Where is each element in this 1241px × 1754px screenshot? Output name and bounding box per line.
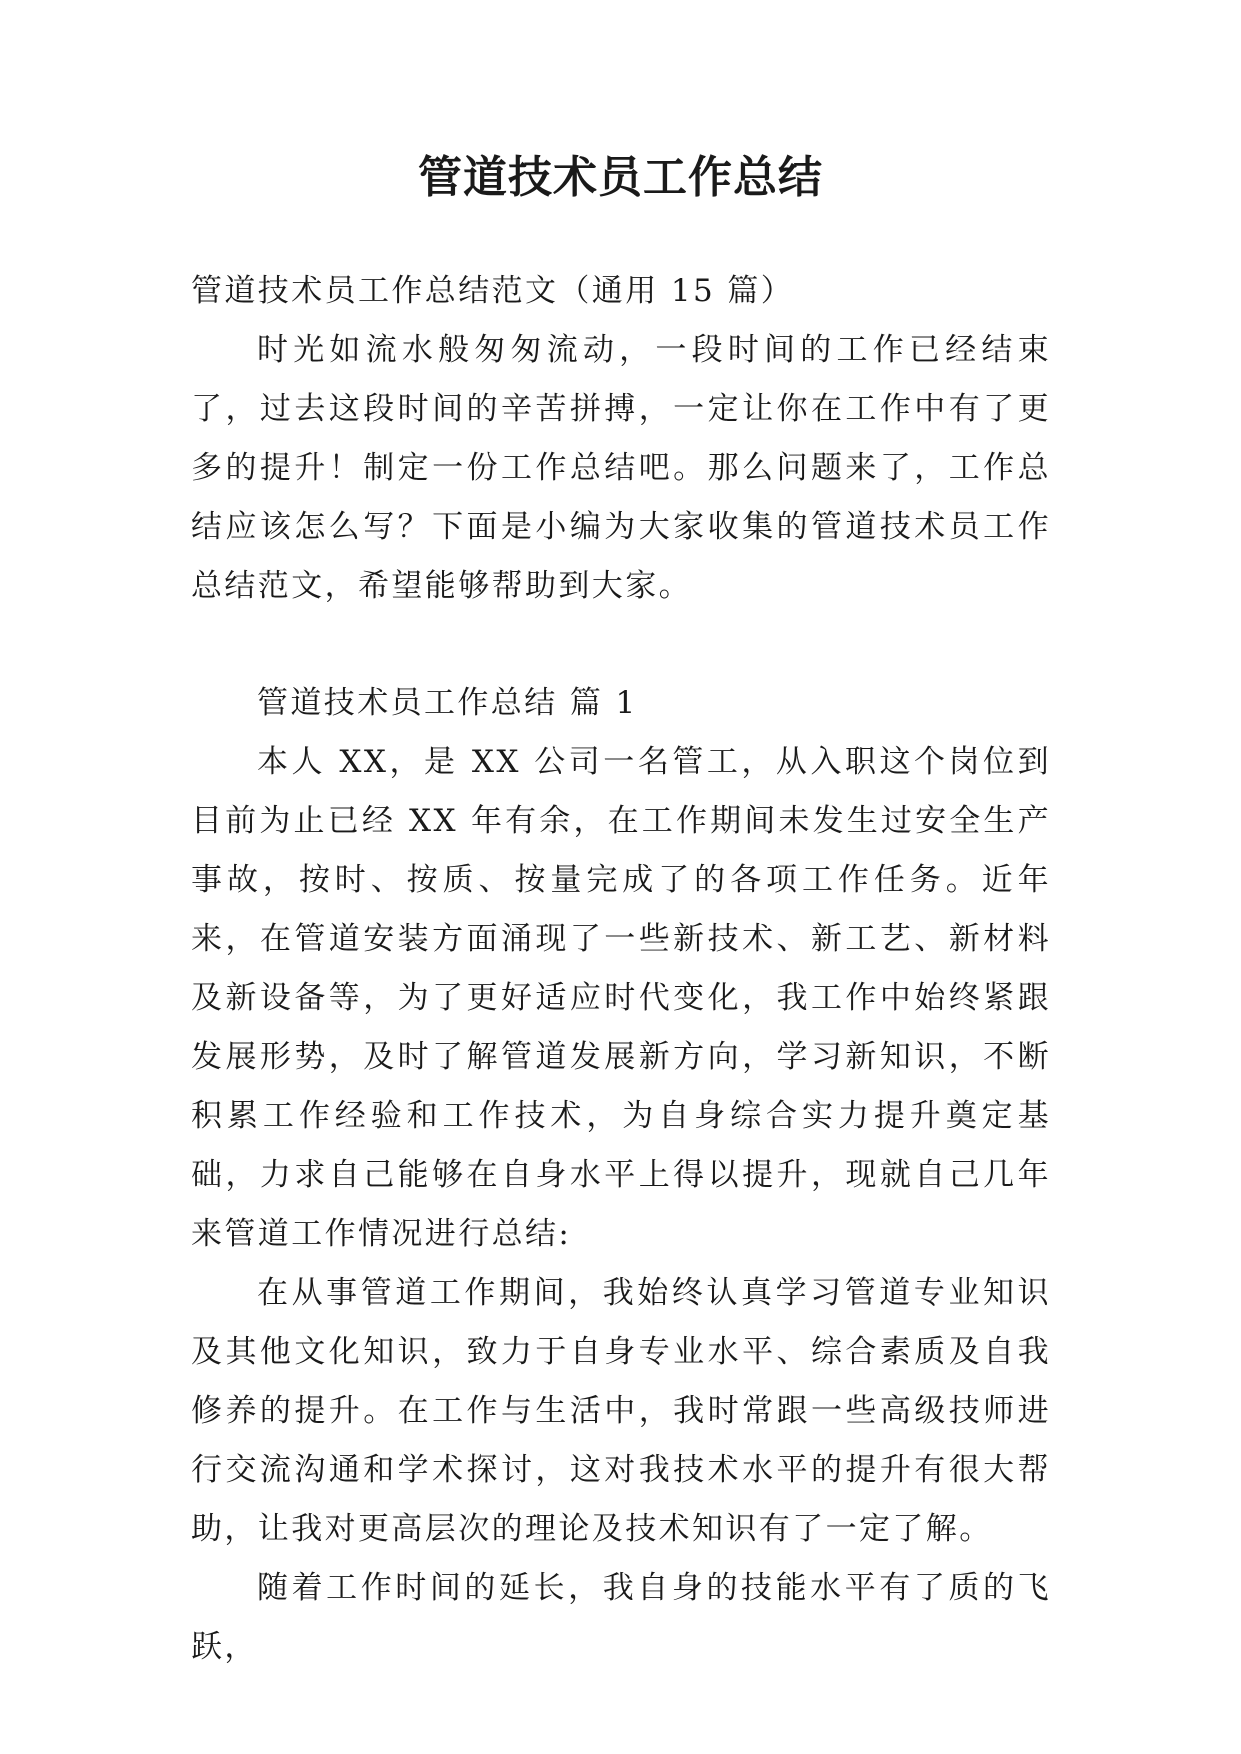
- document-title: 管道技术员工作总结: [418, 152, 823, 203]
- body-paragraph-3: 随着工作时间的延长，我自身的技能水平有了质的飞跃，: [191, 1570, 1051, 1665]
- document-subtitle: 管道技术员工作总结范文（通用 15 篇）: [191, 273, 795, 309]
- body-paragraph-2: 在从事管道工作期间，我始终认真学习管道专业知识及其他文化知识，致力于自身专业水平、综合素质及自我修养的提升。在工作与生活中，我时常跟一些高级技师进行交流沟通和学术探讨，这对我技术水平的提升有很大帮助，让我对更高层次的理论及技术知识有了一定了解。: [191, 1275, 1051, 1547]
- section-title: 管道技术员工作总结 篇 1: [257, 685, 638, 721]
- body-paragraph-1: 本人 XX，是 XX 公司一名管工，从入职这个岗位到目前为止已经 XX 年有余，在工作期间未发生过安全生产事故，按时、按质、按量完成了的各项工作任务。近年来，在管道安装方面涌现了一些新技术、新工艺、新材料及新设备等，为了更好适应时代变化，我工作中始终紧跟发展形势，及时了解管道发展新方向，学习新知识，不断积累工作经验和工作技术，为自身综合实力提升奠定基础，力求自己能够在自身水平上得以提升，现就自己几年来管道工作情况进行总结:: [191, 744, 1051, 1252]
- document-body: [191, 262, 1051, 1677]
- intro-paragraph: 时光如流水般匆匆流动，一段时间的工作已经结束了，过去这段时间的辛苦拼搏，一定让你在工作中有了更多的提升！制定一份工作总结吧。那么问题来了，工作总结应该怎么写？下面是小编为大家收集的管道技术员工作总结范文，希望能够帮助到大家。: [191, 332, 1051, 604]
- paragraph-spacer: [191, 616, 1051, 674]
